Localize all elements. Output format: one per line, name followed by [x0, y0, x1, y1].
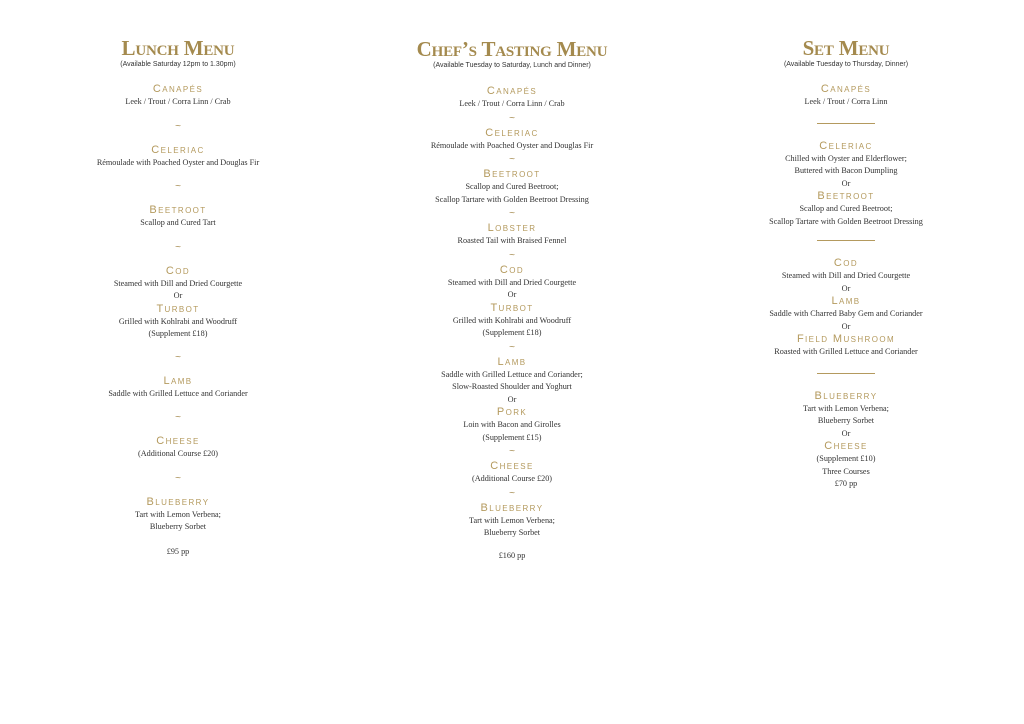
lunch-menu-column [77, 36, 279, 558]
tasting-separator: ~ [509, 341, 515, 353]
section-divider [817, 123, 875, 124]
tasting-canapes-desc: Leek / Trout / Corra Linn / Crab [459, 99, 565, 108]
tasting-availability: (Available Tuesday to Saturday, Lunch and Dinner) [433, 62, 591, 69]
tasting-blueberry-desc: Tart with Lemon Verbena; [469, 515, 555, 525]
set-mushroom-desc: Roasted with Grilled Lettuce and Coriander [774, 347, 918, 356]
set-course-field-mushroom: Field Mushroom [796, 333, 896, 345]
lunch-course-blueberry: Blueberry [146, 495, 210, 508]
lunch-beetroot-desc: Scallop and Cured Tart [140, 218, 216, 227]
set-or: Or [841, 283, 851, 293]
lunch-course-canapes: Canapés [152, 83, 204, 95]
tasting-course-canapes: Canapés [486, 85, 538, 97]
set-course-blueberry: Blueberry [814, 389, 878, 402]
lunch-course-lamb: Lamb [163, 374, 193, 387]
tasting-separator: ~ [509, 487, 515, 499]
set-canapes-desc: Leek / Trout / Corra Linn [804, 97, 888, 106]
set-or: Or [841, 178, 851, 188]
tasting-course-blueberry: Blueberry [480, 501, 544, 514]
tasting-pork-supplement: (Supplement £15) [482, 432, 542, 442]
tasting-course-turbot: Turbot [490, 301, 534, 314]
set-cheese-supplement: (Supplement £10) [816, 454, 876, 463]
lunch-price: £95 pp [166, 546, 190, 556]
set-course-canapes: Canapés [820, 83, 872, 95]
set-beetroot-desc: Scallop Tartare with Golden Beetroot Dressing [769, 216, 923, 226]
lunch-course-celeriac: Celeriac [151, 143, 205, 156]
tasting-course-cod: Cod [499, 263, 525, 276]
lunch-cheese-desc: (Additional Course £20) [137, 449, 219, 458]
lunch-availability: (Available Saturday 12pm to 1.30pm) [120, 61, 236, 68]
set-course-lamb: Lamb [831, 295, 861, 307]
tasting-turbot-supplement: (Supplement £18) [482, 328, 542, 337]
lunch-blueberry-desc: Tart with Lemon Verbena; [135, 509, 221, 519]
set-blueberry-desc: Tart with Lemon Verbena; [803, 403, 889, 413]
tasting-turbot-desc: Grilled with Kohlrabi and Woodruff [452, 315, 572, 325]
set-lamb-desc: Saddle with Charred Baby Gem and Coriander [769, 309, 923, 318]
lunch-course-cod: Cod [165, 264, 191, 277]
set-cod-desc: Steamed with Dill and Dried Courgette [781, 271, 911, 280]
set-celeriac-desc: Chilled with Oyster and Elderflower; [785, 153, 907, 163]
tasting-separator: ~ [509, 208, 515, 219]
tasting-lamb-desc: Saddle with Grilled Lettuce and Coriander; [441, 369, 583, 379]
tasting-or: Or [507, 394, 517, 404]
tasting-menu-column [412, 37, 612, 562]
set-beetroot-desc: Scallop and Cured Beetroot; [799, 204, 893, 213]
lunch-separator: ~ [175, 181, 181, 192]
lunch-lamb-desc: Saddle with Grilled Lettuce and Coriander [108, 388, 248, 398]
tasting-lobster-desc: Roasted Tail with Braised Fennel [457, 236, 567, 245]
lunch-separator: ~ [175, 412, 181, 423]
tasting-or: Or [507, 290, 517, 299]
lunch-menu-title: Lunch Menu [121, 36, 235, 60]
tasting-separator: ~ [509, 154, 515, 165]
set-menu-title: Set Menu [802, 36, 890, 60]
tasting-price: £160 pp [498, 550, 526, 560]
lunch-canapes-desc: Leek / Trout / Corra Linn / Crab [125, 97, 231, 106]
lunch-blueberry-desc: Blueberry Sorbet [149, 522, 207, 531]
tasting-pork-desc: Loin with Bacon and Girolles [463, 420, 561, 429]
set-course-cheese: Cheese [824, 440, 868, 452]
lunch-or: Or [173, 291, 183, 300]
set-three-courses: Three Courses [822, 466, 870, 476]
lunch-turbot-supplement: (Supplement £18) [148, 329, 208, 338]
tasting-separator: ~ [509, 112, 515, 124]
tasting-course-pork: Pork [496, 406, 528, 418]
lunch-cod-desc: Steamed with Dill and Dried Courgette [113, 278, 243, 288]
tasting-cod-desc: Steamed with Dill and Dried Courgette [447, 277, 577, 287]
lunch-separator: ~ [175, 472, 181, 484]
tasting-separator: ~ [509, 249, 515, 261]
section-divider [817, 373, 875, 374]
lunch-celeriac-desc: Rémoulade with Poached Oyster and Douglas Fir [96, 157, 260, 167]
lunch-course-cheese: Cheese [156, 435, 200, 447]
set-availability: (Available Tuesday to Thursday, Dinner) [783, 61, 909, 68]
lunch-course-beetroot: Beetroot [149, 204, 207, 216]
section-divider [817, 240, 875, 241]
tasting-menu-title: Chef’s Tasting Menu [416, 37, 608, 61]
tasting-beetroot-desc: Scallop Tartare with Golden Beetroot Dressing [435, 194, 589, 204]
set-celeriac-desc: Buttered with Bacon Dumpling [794, 166, 898, 175]
lunch-course-turbot: Turbot [156, 302, 200, 315]
tasting-course-cheese: Cheese [490, 460, 534, 472]
lunch-turbot-desc: Grilled with Kohlrabi and Woodruff [118, 316, 238, 326]
tasting-blueberry-desc: Blueberry Sorbet [483, 528, 541, 537]
tasting-cheese-desc: (Additional Course £20) [471, 474, 553, 483]
tasting-separator: ~ [509, 446, 515, 457]
lunch-separator: ~ [175, 351, 181, 363]
tasting-lamb-desc: Slow-Roasted Shoulder and Yoghurt [452, 382, 572, 391]
tasting-celeriac-desc: Rémoulade with Poached Oyster and Douglas Fir [430, 140, 594, 150]
tasting-course-beetroot: Beetroot [483, 168, 541, 180]
set-course-cod: Cod [833, 257, 859, 269]
set-menu-column [746, 36, 946, 490]
set-course-beetroot: Beetroot [817, 190, 875, 202]
set-price: £70 pp [834, 479, 858, 488]
set-course-celeriac: Celeriac [819, 139, 873, 152]
set-or: Or [841, 428, 851, 438]
lunch-separator: ~ [175, 120, 181, 132]
set-blueberry-desc: Blueberry Sorbet [817, 416, 875, 425]
tasting-course-lamb: Lamb [497, 355, 527, 368]
tasting-beetroot-desc: Scallop and Cured Beetroot; [465, 182, 559, 191]
lunch-separator: ~ [175, 241, 181, 253]
tasting-course-celeriac: Celeriac [485, 126, 539, 139]
set-or: Or [841, 321, 851, 331]
tasting-course-lobster: Lobster [487, 222, 537, 234]
